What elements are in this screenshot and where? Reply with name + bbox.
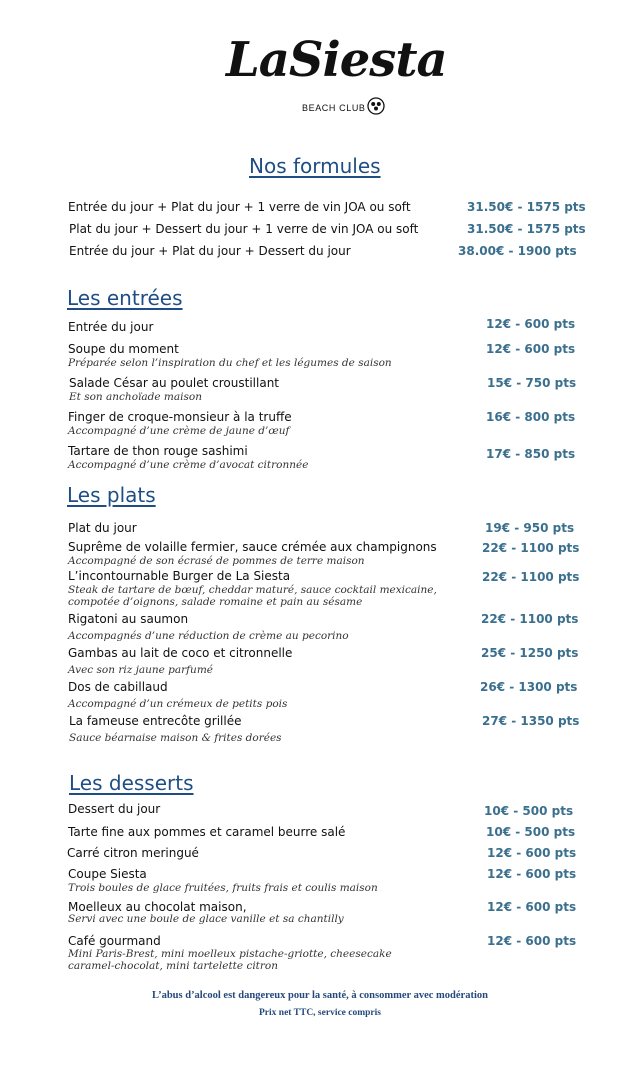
section-title-plats: Les plats	[67, 483, 156, 507]
menu-item-name: Café gourmand	[68, 934, 161, 948]
formula-price: 31.50€ - 1575 pts	[467, 200, 586, 214]
menu-item-price: 12€ - 600 pts	[487, 934, 577, 948]
menu-item-price: 25€ - 1250 pts	[481, 646, 579, 660]
menu-item-name: Tartare de thon rouge sashimi	[68, 444, 248, 458]
menu-item-desc: Accompagné de son écrasé de pommes de terre maison	[68, 555, 365, 567]
menu-item-name: Salade César au poulet croustillant	[69, 376, 279, 390]
menu-item-name: Coupe Siesta	[68, 867, 147, 881]
menu-item-name: Suprême de volaille fermier, sauce crémée aux champignons	[68, 540, 437, 554]
menu-item-price: 10€ - 500 pts	[484, 804, 574, 818]
menu-item-desc: Préparée selon l’inspiration du chef et les légumes de saison	[68, 357, 392, 369]
alcohol-warning: L’abus d’alcool est dangereux pour la santé, à consommer avec modération	[152, 990, 488, 1001]
menu-item-name: Gambas au lait de coco et citronnelle	[68, 646, 293, 660]
menu-item-name: Tarte fine aux pommes et caramel beurre salé	[68, 825, 346, 839]
menu-item-name: Carré citron meringué	[67, 846, 199, 860]
menu-item-price: 17€ - 850 pts	[486, 447, 576, 461]
formula-price: 31.50€ - 1575 pts	[467, 222, 586, 236]
menu-item-desc: Et son anchoïade maison	[69, 391, 202, 403]
menu-item-price: 22€ - 1100 pts	[481, 612, 579, 626]
section-title-formules: Nos formules	[249, 154, 381, 178]
formula-name: Plat du jour + Dessert du jour + 1 verre de vin JOA ou soft	[69, 222, 419, 236]
brand-logo	[0, 22, 640, 122]
menu-item-price: 12€ - 600 pts	[486, 317, 576, 331]
menu-item-desc: Servi avec une boule de glace vanille et sa chantilly	[68, 913, 344, 925]
menu-item-price: 12€ - 600 pts	[487, 900, 577, 914]
menu-item-desc: Accompagné d’un crémeux de petits pois	[68, 698, 288, 710]
menu-item-price: 27€ - 1350 pts	[482, 714, 580, 728]
menu-item-desc: Trois boules de glace fruitées, fruits frais et coulis maison	[68, 882, 378, 894]
menu-item-name: Soupe du moment	[68, 342, 179, 356]
menu-item-desc: Accompagnés d’une réduction de crème au pecorino	[68, 630, 349, 642]
menu-item-desc: compotée d’oignons, salade romaine et pain au sésame	[68, 596, 363, 608]
menu-item-price: 12€ - 600 pts	[487, 867, 577, 881]
menu-item-price: 22€ - 1100 pts	[482, 541, 580, 555]
flower-badge-icon	[367, 97, 385, 115]
menu-item-price: 16€ - 800 pts	[486, 410, 576, 424]
menu-item-name: Moelleux au chocolat maison,	[68, 900, 247, 914]
menu-item-name: Entrée du jour	[68, 320, 154, 334]
menu-item-name: La fameuse entrecôte grillée	[69, 714, 242, 728]
menu-item-name: Rigatoni au saumon	[68, 612, 189, 626]
menu-item-price: 10€ - 500 pts	[486, 825, 576, 839]
menu-item-price: 26€ - 1300 pts	[480, 680, 578, 694]
brand-name: LaSiesta	[226, 32, 447, 88]
price-note: Prix net TTC, service compris	[259, 1008, 381, 1018]
brand-subtitle: BEACH CLUB	[302, 103, 366, 113]
section-title-desserts: Les desserts	[69, 771, 194, 795]
formula-price: 38.00€ - 1900 pts	[458, 244, 577, 258]
menu-item-desc: Accompagné d’une crème d’avocat citronnée	[68, 459, 309, 471]
menu-item-desc: Steak de tartare de bœuf, cheddar maturé, sauce cocktail mexicaine,	[68, 584, 437, 596]
menu-item-desc: Mini Paris-Brest, mini moelleux pistache-griotte, cheesecake	[68, 948, 392, 960]
menu-item-name: L’incontournable Burger de La Siesta	[68, 569, 291, 583]
menu-item-price: 15€ - 750 pts	[487, 376, 577, 390]
menu-item-price: 22€ - 1100 pts	[482, 570, 580, 584]
section-title-entrees: Les entrées	[67, 286, 183, 310]
menu-item-desc: Sauce béarnaise maison & frites dorées	[69, 732, 282, 744]
formula-name: Entrée du jour + Plat du jour + Dessert du jour	[69, 244, 351, 258]
menu-item-name: Finger de croque-monsieur à la truffe	[68, 410, 292, 424]
menu-item-price: 12€ - 600 pts	[487, 846, 577, 860]
menu-item-desc: Avec son riz jaune parfumé	[68, 664, 213, 676]
menu-item-name: Dos de cabillaud	[68, 680, 168, 694]
menu-item-price: 19€ - 950 pts	[485, 521, 575, 535]
menu-item-desc: caramel-chocolat, mini tartelette citron	[68, 960, 279, 972]
menu-item-name: Plat du jour	[68, 521, 137, 535]
menu-item-name: Dessert du jour	[68, 802, 161, 816]
menu-item-desc: Accompagné d’une crème de jaune d’œuf	[68, 425, 290, 437]
menu-item-price: 12€ - 600 pts	[486, 342, 576, 356]
formula-name: Entrée du jour + Plat du jour + 1 verre de vin JOA ou soft	[68, 200, 411, 214]
